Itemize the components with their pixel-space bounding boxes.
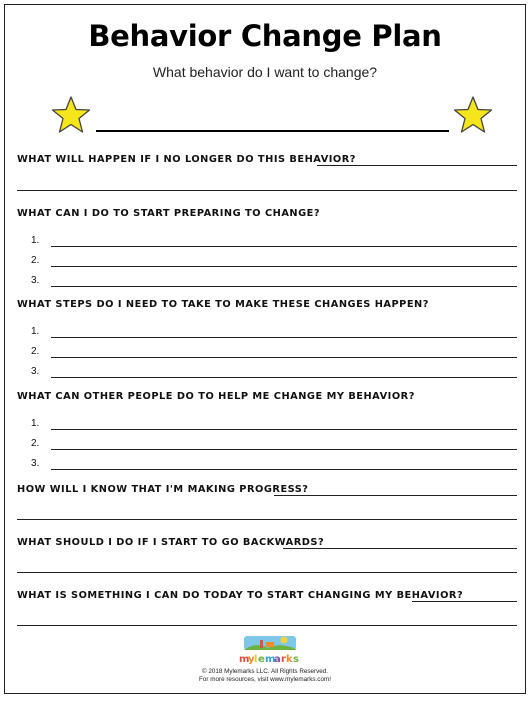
worksheet-title: Behavior Change Plan xyxy=(88,19,442,53)
question-1-answer-line[interactable] xyxy=(317,165,517,166)
mylemarks-logo xyxy=(234,632,306,666)
question-3-item-3[interactable] xyxy=(31,366,517,380)
question-4-item-3[interactable] xyxy=(31,458,517,472)
question-2-item-3[interactable] xyxy=(31,275,517,289)
svg-text:y: y xyxy=(248,654,255,665)
item-number: 3. xyxy=(31,275,40,286)
question-4-label: WHAT CAN OTHER PEOPLE DO TO HELP ME CHANGE MY BEHAVIOR? xyxy=(17,391,415,402)
svg-text:e: e xyxy=(258,654,265,665)
star-icon xyxy=(51,95,91,135)
item-number: 3. xyxy=(31,366,40,377)
svg-text:r: r xyxy=(281,654,286,665)
item-number: 2. xyxy=(31,255,40,266)
svg-text:l: l xyxy=(254,654,258,665)
question-1-label: WHAT WILL HAPPEN IF I NO LONGER DO THIS BEHAVIOR? xyxy=(17,154,356,165)
question-5-answer-line[interactable] xyxy=(274,495,517,496)
svg-text:m: m xyxy=(265,654,276,665)
question-7-answer-line[interactable] xyxy=(17,625,517,626)
svg-text:a: a xyxy=(274,654,281,665)
worksheet xyxy=(4,4,526,694)
question-2-label: WHAT CAN I DO TO START PREPARING TO CHANGE? xyxy=(17,208,321,219)
question-3-label: WHAT STEPS DO I NEED TO TAKE TO MAKE THESE CHANGES HAPPEN? xyxy=(17,299,429,310)
question-3-item-1[interactable] xyxy=(31,326,517,340)
item-number: 1. xyxy=(31,326,40,337)
behavior-answer-line[interactable] xyxy=(96,130,449,132)
item-number: 2. xyxy=(31,438,40,449)
question-6-answer-line[interactable] xyxy=(17,572,517,573)
star-icon xyxy=(453,95,493,135)
worksheet-subtitle: What behavior do I want to change? xyxy=(152,64,378,80)
resources-link-text: For more resources, visit www.mylemarks.com! xyxy=(199,676,331,683)
svg-text:k: k xyxy=(286,654,293,665)
question-1-answer-line[interactable] xyxy=(17,190,517,191)
question-7-answer-line[interactable] xyxy=(412,601,517,602)
question-2-item-2[interactable] xyxy=(31,255,517,269)
question-2-item-1[interactable] xyxy=(31,235,517,249)
question-7-label: WHAT IS SOMETHING I CAN DO TODAY TO START CHANGING MY BEHAVIOR? xyxy=(17,590,464,601)
footer-copyright xyxy=(5,668,525,684)
question-5-label: HOW WILL I KNOW THAT I'M MAKING PROGRESS? xyxy=(17,484,309,495)
item-number: 1. xyxy=(31,418,40,429)
copyright-text: © 2018 Mylemarks LLC. All Rights Reserved. xyxy=(201,668,329,675)
svg-text:s: s xyxy=(293,654,299,665)
item-number: 3. xyxy=(31,458,40,469)
svg-text:m: m xyxy=(239,654,250,665)
question-6-answer-line[interactable] xyxy=(283,548,517,549)
question-6-label: WHAT SHOULD I DO IF I START TO GO BACKWARDS? xyxy=(17,537,325,548)
question-3-item-2[interactable] xyxy=(31,346,517,360)
item-number: 2. xyxy=(31,346,40,357)
question-4-item-2[interactable] xyxy=(31,438,517,452)
question-5-answer-line[interactable] xyxy=(17,519,517,520)
item-number: 1. xyxy=(31,235,40,246)
question-4-item-1[interactable] xyxy=(31,418,517,432)
